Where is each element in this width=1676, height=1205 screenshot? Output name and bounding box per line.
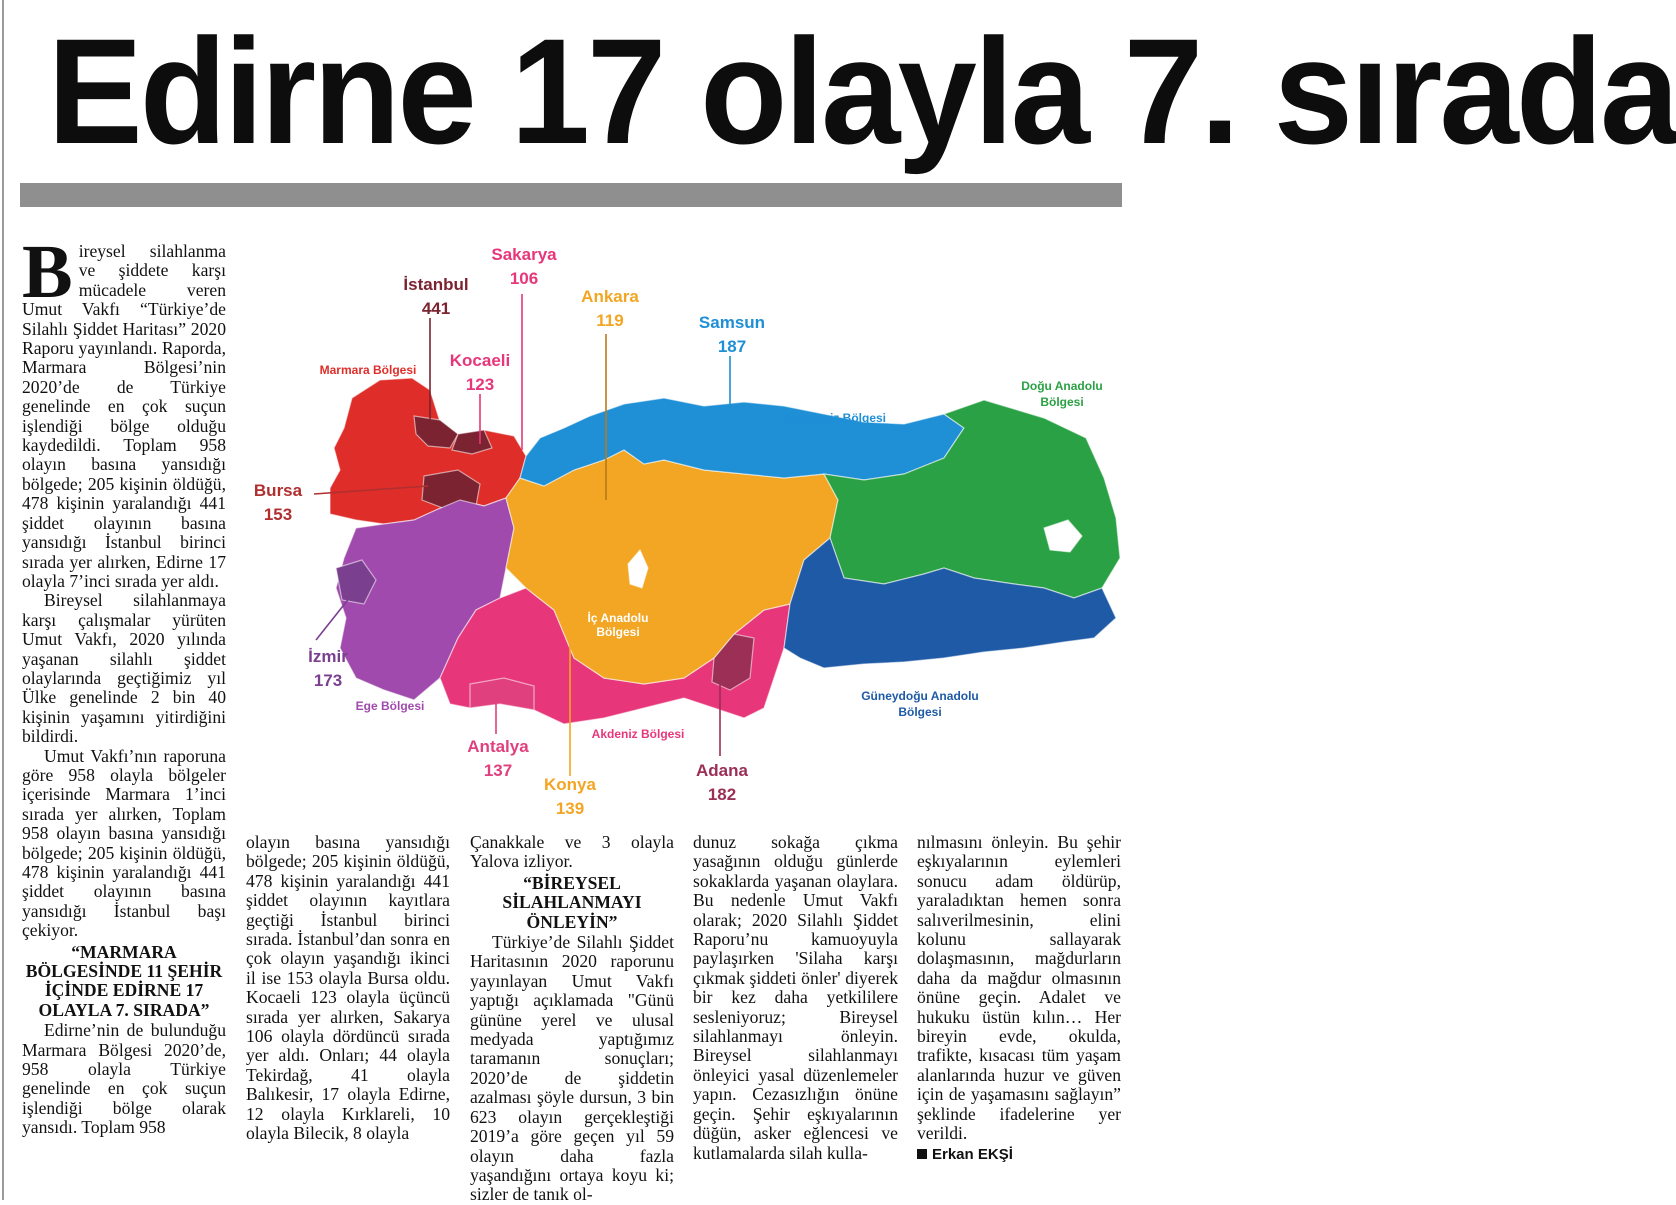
- region-label-dogu-2: Bölgesi: [1040, 395, 1084, 409]
- paragraph: Çanakkale ve 3 olayla Yalova izliyor.: [470, 832, 674, 872]
- city-istanbul-name: İstanbul: [403, 275, 469, 294]
- headline: Edirne 17 olayla 7. sırada: [47, 7, 1676, 175]
- paragraph: nılmasını önleyin. Bu şehir eşkıyalarının eylemleri sonucu adam öldürüp, yaraladıktan hemen sonra salıverilmesinin, elini kolunu sallayarak dolaşmasının, mağdurların daha da mağdur olmasının önüne geçin. Adalet ve hukuku üstün kılın… Her bireyin evde, okulda, trafikte, kısacası tüm yaşam alanlarında huzur ve güven için de yaşamasını sağlayın” şeklinde ifadelerine yer verildi.: [917, 832, 1121, 1144]
- city-sakarya-count: 106: [509, 269, 539, 288]
- article-column-3: [470, 832, 674, 1205]
- region-label-ic-anadolu-1: İç Anadolu: [587, 611, 649, 625]
- author-byline: [917, 1145, 1121, 1164]
- region-label-ic-anadolu-2: Bölgesi: [596, 625, 640, 639]
- city-antalya-name: Antalya: [467, 737, 529, 756]
- article-column-1: [22, 230, 226, 1192]
- city-kocaeli-count: 123: [465, 375, 495, 394]
- subheading-bireysel: “BİREYSEL SİLAHLANMAYI ÖNLEYİN”: [502, 872, 642, 932]
- region-label-guneydogu-2: Bölgesi: [898, 705, 942, 719]
- region-shapes: [330, 378, 1120, 724]
- city-kocaeli-name: Kocaeli: [449, 351, 511, 370]
- paragraph: Türkiye’de Silahlı Şiddet Haritasının 2020 raporunu yayınlayan Umut Vakfı yaptığı açıklamada "Günü gününe yerel ve ulusal medyada yaptığımız taramanın sonuçları; 2020’de de şiddetin azalması şöyle dursun, 3 bin 623 olayın gerçekleştiği 2019’a göre geçen yıl 59 olayın daha fazla yaşandığını ortaya koyu ki; sizler de tanık ol-: [470, 932, 674, 1205]
- city-konya-name: Konya: [544, 775, 596, 794]
- headline-rule-bar: [20, 183, 1122, 207]
- city-samsun-name: Samsun: [698, 313, 766, 332]
- paragraph: Umut Vakfı’nın raporuna göre 958 olayla bölgeler içerisinde Marmara 1’inci sırada yer alırken, Toplam 958 olayın basına yansıdığı bölgede; 205 kişinin öldüğü, 478 kişinin yaralandığı 441 şiddet olayının basına yansıdığı İstanbul başı çekiyor.: [22, 745, 226, 941]
- city-istanbul-count: 441: [421, 299, 451, 318]
- article-column-4: [693, 833, 898, 1193]
- article-column-2: [246, 833, 450, 1193]
- city-izmir-count: 173: [313, 671, 343, 690]
- region-label-ege: Ege Bölgesi: [355, 699, 425, 713]
- city-adana-count: 182: [707, 785, 737, 804]
- paragraph: Edirne’nin de bulunduğu Marmara Bölgesi 2020’de, 958 olayla Türkiye genelinde en çok suçun işlendiği bölge olarak yansıdı. Toplam 958: [22, 1020, 226, 1138]
- city-sakarya-name: Sakarya: [491, 245, 557, 264]
- author-name: Erkan EKŞİ: [932, 1145, 1013, 1163]
- city-konya-count: 139: [555, 799, 585, 818]
- city-izmir-name: İzmir: [308, 647, 348, 666]
- city-bursa-count: 153: [263, 505, 293, 524]
- region-label-akdeniz: Akdeniz Bölgesi: [591, 727, 685, 741]
- lead-paragraph: Bireysel silahlanma ve şiddete karşı mücadele veren Umut Vakfı “Türkiye’de Silahlı Şiddet Haritası” 2020 Raporu yayınlandı. Raporda, Marmara Bölgesi’nin 2020’de de Türkiye genelinde en çok suçun işlendiği bölge olduğu kaydedildi. Toplam 958 olayın basına yansıdığı bölgede; 205 kişinin öldüğü, 478 kişinin yaralandığı 441 şiddet olayının basına yansıdığı İstanbul birinci sırada yer alırken, Edirne 17 olayla 7’inci sırada yer aldı.: [22, 230, 226, 591]
- paragraph: olayın basına yansıdığı bölgede; 205 kişinin öldüğü, 478 kişinin yaralandığı 441 şiddet olayının kayıtlara geçtiği İstanbul birinci sırada. İstanbul’dan sonra en çok olayın yaşandığı ikinci il ise 153 olayla Bursa oldu. Kocaeli 123 olayla üçüncü sırada yer alırken, Sakarya 106 olayla dördüncü sırada yer aldı. Onları; 44 olayla Tekirdağ, 41 olayla Balıkesir, 17 olayla Edirne, 12 olayla Kırklareli, 10 olayla Bilecik, 8 olayla: [246, 832, 450, 1144]
- paragraph: Bireysel silahlanmaya karşı çalışmalar yürüten Umut Vakfı, 2020 yılında yaşanan silahlı şiddet olaylarında geçtiğimiz yıl Ülke genelinde 2 bin 40 kişinin yaşamını yitirdiğini bildirdi.: [22, 590, 226, 747]
- city-bursa-name: Bursa: [253, 481, 303, 500]
- kocaeli-highlight: [452, 430, 492, 454]
- city-samsun-count: 187: [717, 337, 747, 356]
- page-edge-rule: [2, 0, 4, 1200]
- paragraph: dunuz sokağa çıkma yasağının olduğu günlerde sokaklarda yaşanan olaylara. Bu nedenle Umut Vakfı olarak; 2020 Silahlı Şiddet Raporu’nu kamuoyuyla paylaşırken 'Silaha karşı çıkmak şiddeti önler' diyerek bir kez daha yetkililere sesleniyoruz; Bireysel silahlanmayı önleyin. Bireysel silahlanmayı önleyici yasal düzenlemeler yapın. Cezasızlığın önüne geçin. Şehir eşkıyalarının düğün, asker eğlencesi ve kutlamalarda silah kulla-: [693, 832, 898, 1163]
- region-label-guneydogu-1: Güneydoğu Anadolu: [861, 689, 979, 703]
- region-label-marmara: Marmara Bölgesi: [319, 363, 417, 377]
- city-ankara-count: 119: [596, 311, 624, 330]
- region-label-dogu-1: Doğu Anadolu: [1021, 379, 1103, 393]
- article-column-5: [917, 833, 1121, 1193]
- byline-square-icon: [917, 1149, 927, 1159]
- subheading-marmara: “MARMARA BÖLGESİNDE 11 ŞEHİR İÇİNDE EDİRNE 17 OLAYLA 7. SIRADA”: [25, 941, 223, 1020]
- region-label-karadeniz: Karadeniz Bölgesi: [781, 411, 887, 425]
- city-antalya-count: 137: [483, 761, 513, 780]
- drop-cap: B: [22, 230, 73, 314]
- turkey-violence-map: [244, 238, 1124, 828]
- city-ankara-name: Ankara: [581, 287, 639, 306]
- city-adana-name: Adana: [696, 761, 748, 780]
